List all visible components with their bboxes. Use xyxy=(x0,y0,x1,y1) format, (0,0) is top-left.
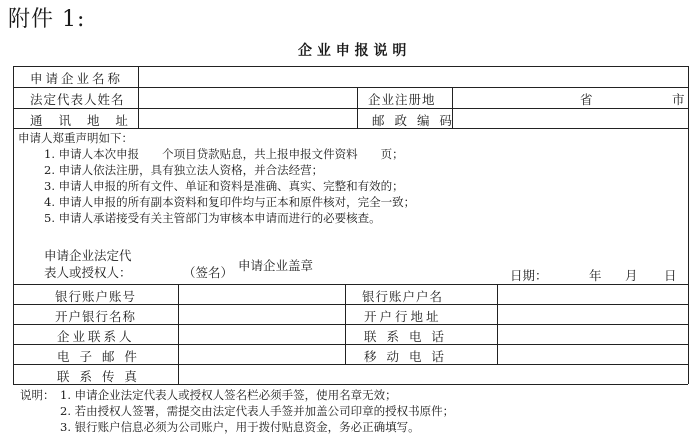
fax-label: 联 系 传 真 xyxy=(57,369,140,384)
reg-place-label: 企业注册地 xyxy=(368,92,436,107)
attachment-label: 附件 1: xyxy=(8,7,86,32)
company-seal-label: 申请企业盖章 xyxy=(238,258,314,273)
contact-field[interactable] xyxy=(180,326,343,343)
postcode-label: 邮 政 编 码 xyxy=(372,113,455,128)
signature-field[interactable] xyxy=(140,244,230,280)
note-item: 1. 申请企业法定代表人或授权人签名栏必须手签，使用名章无效； xyxy=(60,388,397,402)
declaration-item: 3. 申请人申报的所有文件、单证和资料是准确、真实、完整和有效的； xyxy=(44,179,404,193)
declaration-item: 4. 申请人申报的所有副本资料和复印件均与正本和原件核对，完全一致； xyxy=(44,195,416,209)
account-no-label: 银行账户账号 xyxy=(55,289,137,304)
day-label: 日 xyxy=(664,268,677,283)
declaration-intro: 申请人郑重声明如下： xyxy=(18,131,133,145)
declaration-item: 2. 申请人依法注册，具有独立法人资格，并合法经营； xyxy=(44,163,324,177)
year-label: 年 xyxy=(589,268,602,283)
company-name-label: 申请企业名称 xyxy=(30,71,124,86)
bank-name-label: 开户银行名称 xyxy=(55,309,137,324)
email-field[interactable] xyxy=(180,346,343,363)
email-label: 电 子 邮 件 xyxy=(57,349,140,364)
contact-label: 企业联系人 xyxy=(57,329,135,344)
account-no-field[interactable] xyxy=(180,286,343,303)
bank-address-label: 开户行地址 xyxy=(364,309,442,324)
declaration-item: 1. 申请人本次申报 个项目贷款贴息，共上报申报文件资料 页； xyxy=(44,147,404,161)
city-label: 市 xyxy=(672,92,685,107)
page-title: 企 业 申 报 说 明 xyxy=(298,43,407,59)
province-label: 省 xyxy=(580,92,593,107)
mobile-field[interactable] xyxy=(499,346,686,363)
fax-field[interactable] xyxy=(180,366,686,383)
signer-label-line2: 表人或授权人： xyxy=(44,265,132,280)
legal-rep-label: 法定代表人姓名 xyxy=(30,92,125,107)
address-field[interactable] xyxy=(140,110,355,127)
legal-rep-field[interactable] xyxy=(140,89,355,107)
postcode-field[interactable] xyxy=(454,110,686,127)
account-name-label: 银行账户户名 xyxy=(362,289,444,304)
date-label: 日期： xyxy=(510,268,548,283)
bank-address-field[interactable] xyxy=(499,306,686,323)
address-label: 通 讯 地 址 xyxy=(30,113,134,128)
declaration-item: 5. 申请人承诺接受有关主管部门为审核本申请而进行的必要核查。 xyxy=(44,211,381,225)
account-name-field[interactable] xyxy=(499,286,686,303)
sign-note: （签名） xyxy=(183,265,234,280)
mobile-label: 移 动 电 话 xyxy=(364,349,447,364)
phone-field[interactable] xyxy=(499,326,686,343)
notes-prefix: 说明： xyxy=(20,388,55,402)
company-name-field[interactable] xyxy=(140,68,686,86)
bank-name-field[interactable] xyxy=(180,306,343,323)
phone-label: 联 系 电 话 xyxy=(364,329,447,344)
signer-label-line1: 申请企业法定代 xyxy=(44,248,132,263)
month-label: 月 xyxy=(625,268,638,283)
note-item: 2. 若由授权人签署，需提交由法定代表人手签并加盖公司印章的授权书原件； xyxy=(60,404,455,418)
note-item: 3. 银行账户信息必须为公司账户，用于拨付贴息资金，务必正确填写。 xyxy=(60,420,420,434)
